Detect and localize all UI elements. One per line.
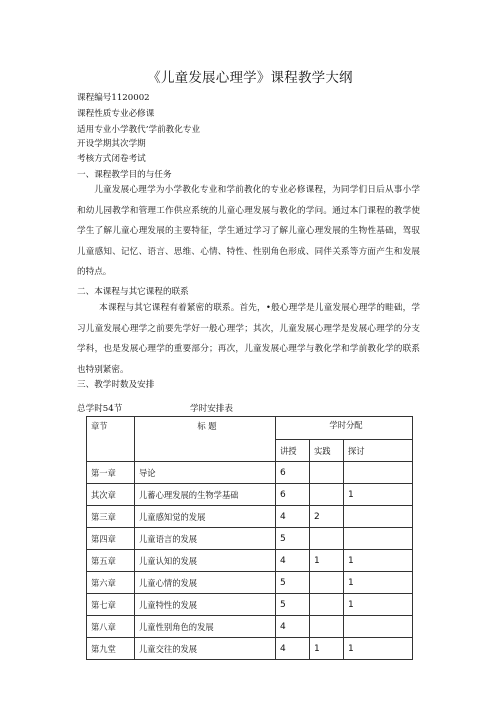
lecture-hours-cell: 6	[276, 462, 310, 484]
topic-cell: 儿蓄心理发展的生物学基础	[135, 484, 276, 506]
topic-cell: 儿童性别角色的发展	[135, 616, 276, 638]
table-row	[87, 572, 413, 594]
table-row	[87, 594, 413, 616]
lecture-hours-cell: 5	[276, 572, 310, 594]
header-discussion: 探讨	[344, 440, 413, 462]
discussion-hours-cell	[344, 616, 413, 638]
practice-hours-cell: 2	[310, 506, 344, 528]
exam-method: 考核方式闭卷考试	[77, 154, 146, 164]
table-row	[87, 638, 413, 660]
header-topic: 标 题	[135, 417, 276, 462]
discussion-hours-cell: 1	[344, 594, 413, 616]
chapter-cell: 第五章	[87, 550, 135, 572]
table-header-row	[87, 417, 413, 440]
section-1-body	[77, 180, 420, 283]
table-row	[87, 462, 413, 484]
topic-cell: 儿童交往的发展	[135, 638, 276, 660]
table-row	[87, 616, 413, 638]
lecture-hours-cell: 4	[276, 638, 310, 660]
table-row	[87, 550, 413, 572]
chapter-cell: 第三章	[87, 506, 135, 528]
topic-cell: 儿童语言的发展	[135, 528, 276, 550]
discussion-hours-cell: 1	[344, 484, 413, 506]
chapter-cell: 第九堂	[87, 638, 135, 660]
lecture-hours-cell: 5	[276, 594, 310, 616]
table-body	[87, 462, 413, 660]
discussion-hours-cell	[344, 462, 413, 484]
table-row	[87, 484, 413, 506]
lecture-hours-cell: 4	[276, 506, 310, 528]
section-1-heading: 一、课程教学目的与任务	[77, 170, 172, 180]
chapter-cell: 其次章	[87, 484, 135, 506]
section-2-text: 本课程与其它课程有着紧密的联系。首先，•般心理学是儿童发展心理学的畦础，学习儿童发展心理学之前要先学好一般心理学；其次，儿童发展心理学是发展心理学的分支学科，也是发展心理学的重要部分；再次，儿童发展心理学与教化学和学前教化学的联系也特别紧密。	[77, 303, 420, 375]
discussion-hours-cell	[344, 528, 413, 550]
term: 开设学期其次学期	[77, 139, 146, 149]
chapter-cell: 第四章	[87, 528, 135, 550]
topic-cell: 儿童心情的发展	[135, 572, 276, 594]
practice-hours-cell	[310, 594, 344, 616]
discussion-hours-cell	[344, 506, 413, 528]
section-2-heading: 二、本课程与其它课程的联系	[77, 287, 189, 297]
course-code: 课程编号1120002	[77, 93, 150, 103]
practice-hours-cell	[310, 484, 344, 506]
course-nature: 课程性质专业必修课	[77, 109, 155, 119]
lecture-hours-cell: 5	[276, 528, 310, 550]
table-row	[87, 528, 413, 550]
table-row	[87, 506, 413, 528]
practice-hours-cell: 1	[310, 638, 344, 660]
header-lecture: 讲授	[276, 440, 310, 462]
total-hours: 总学时54节	[77, 404, 123, 414]
applicable-major: 适用专业小学教代’学前教化专业	[77, 125, 201, 135]
practice-hours-cell	[310, 462, 344, 484]
topic-cell: 儿童特性的发展	[135, 594, 276, 616]
topic-cell: 导论	[135, 462, 276, 484]
header-practice: 实践	[310, 440, 344, 462]
document-title: 《儿童发展心理学》课程教学大纲	[147, 70, 353, 86]
section-2-body	[77, 298, 420, 380]
schedule-table	[86, 416, 413, 660]
practice-hours-cell	[310, 616, 344, 638]
discussion-hours-cell: 1	[344, 572, 413, 594]
chapter-cell: 第七章	[87, 594, 135, 616]
lecture-hours-cell: 4	[276, 550, 310, 572]
header-chapter: 章节	[87, 417, 135, 462]
practice-hours-cell	[310, 572, 344, 594]
header-hours-group: 学时分配	[276, 417, 413, 440]
lecture-hours-cell: 4	[276, 616, 310, 638]
practice-hours-cell	[310, 528, 344, 550]
table-title: 学时安排表	[190, 404, 233, 414]
chapter-cell: 第八章	[87, 616, 135, 638]
section-3-heading: 三、教学时数及安排	[77, 380, 155, 390]
discussion-hours-cell: 1	[344, 638, 413, 660]
topic-cell: 儿童认知的发展	[135, 550, 276, 572]
lecture-hours-cell: 6	[276, 484, 310, 506]
practice-hours-cell: 1	[310, 550, 344, 572]
chapter-cell: 第六章	[87, 572, 135, 594]
chapter-cell: 第一章	[87, 462, 135, 484]
discussion-hours-cell: 1	[344, 550, 413, 572]
section-1-text: 儿童发展心理学为小学教化专业和学前教化的专业必修课程，为同学们日后从事小学和幼儿园教学和管理工作供应系统的儿童心理发展与教化的学问。通过本门课程的教学使学生了解儿童心理发展的主要特征，学生通过学习了解儿童心理发展的生物性基础，驾驭儿童感知、记忆、语言、思维、心情、特性、性别角色形成、同伴关系等方面产生和发展的特点。	[77, 185, 420, 277]
topic-cell: 儿童感知觉的发展	[135, 506, 276, 528]
